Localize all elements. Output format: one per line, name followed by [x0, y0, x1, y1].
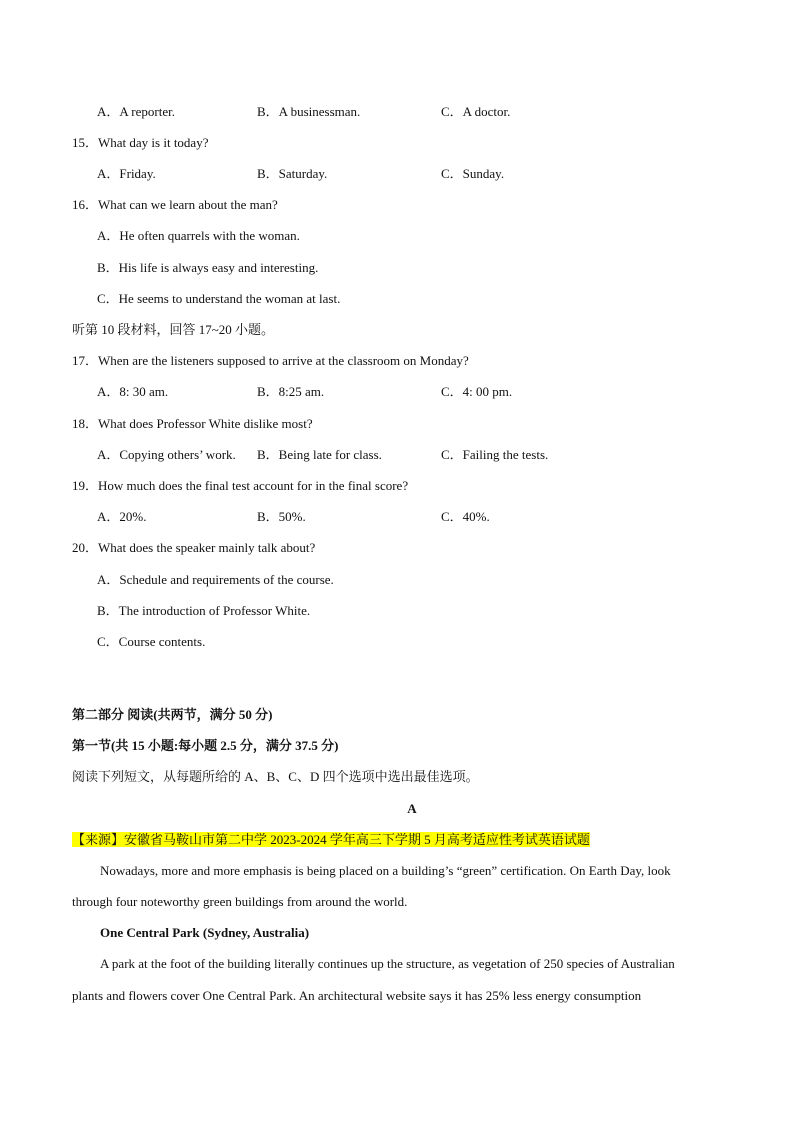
- q15-option-a: A．Friday.: [97, 166, 156, 181]
- q19-option-b: B．50%.: [257, 509, 306, 524]
- q16-option-a: A．He often quarrels with the woman.: [97, 228, 300, 243]
- q20-option-b: B．The introduction of Professor White.: [97, 603, 311, 618]
- q14-option-c: C．A doctor.: [441, 104, 511, 119]
- q19-question: 19．How much does the final test account for in the final score?: [72, 478, 409, 493]
- q20-option-c: C．Course contents.: [97, 634, 206, 649]
- body-line-1: A park at the foot of the building literally continues up the structure, as vegetation of 250 species of Australian: [100, 956, 675, 971]
- q15-option-b: B．Saturday.: [257, 166, 328, 181]
- q19-option-c: C．40%.: [441, 509, 490, 524]
- q17-option-a: A．8: 30 am.: [97, 384, 169, 399]
- q17-question: 17．When are the listeners supposed to arrive at the classroom on Monday?: [72, 353, 469, 368]
- intro-line-2: through four noteworthy green buildings from around the world.: [72, 894, 408, 909]
- q18-option-a: A．Copying others’ work.: [97, 447, 236, 462]
- body-line-2: plants and flowers cover One Central Park. An architectural website says it has 25% less energy consumption: [72, 988, 642, 1003]
- q20-option-a: A．Schedule and requirements of the course.: [97, 572, 334, 587]
- part2-title: 第二部分 阅读(共两节，满分 50 分): [72, 707, 273, 722]
- q14-option-a: A．A reporter.: [97, 104, 175, 119]
- q14-option-b: B．A businessman.: [257, 104, 361, 119]
- source-highlight: 【来源】安徽省马鞍山市第二中学 2023-2024 学年高三下学期 5 月高考适应性考试英语试题: [72, 832, 590, 847]
- source-line: [72, 831, 590, 849]
- q17-option-c: C．4: 00 pm.: [441, 384, 513, 399]
- q15-option-c: C．Sunday.: [441, 166, 505, 181]
- q18-question: 18．What does Professor White dislike most?: [72, 416, 313, 431]
- q18-option-b: B．Being late for class.: [257, 447, 382, 462]
- intro-line-1: Nowadays, more and more emphasis is being placed on a building’s “green” certification. On Earth Day, look: [100, 863, 671, 878]
- q19-option-a: A．20%.: [97, 509, 147, 524]
- q16-option-b: B．His life is always easy and interesting.: [97, 260, 319, 275]
- section10-instruction: 听第 10 段材料，回答 17~20 小题。: [72, 322, 275, 337]
- subheading: One Central Park (Sydney, Australia): [100, 925, 310, 940]
- q16-question: 16．What can we learn about the man?: [72, 197, 278, 212]
- q17-option-b: B．8:25 am.: [257, 384, 325, 399]
- q20-question: 20．What does the speaker mainly talk about?: [72, 540, 316, 555]
- passage-letter: A: [407, 801, 417, 816]
- q15-question: 15．What day is it today?: [72, 135, 209, 150]
- q18-option-c: C．Failing the tests.: [441, 447, 549, 462]
- part2-instruction: 阅读下列短文，从每题所给的 A、B、C、D 四个选项中选出最佳选项。: [72, 769, 479, 784]
- q16-option-c: C．He seems to understand the woman at last.: [97, 291, 341, 306]
- part2-section1: 第一节(共 15 小题:每小题 2.5 分，满分 37.5 分): [72, 738, 339, 753]
